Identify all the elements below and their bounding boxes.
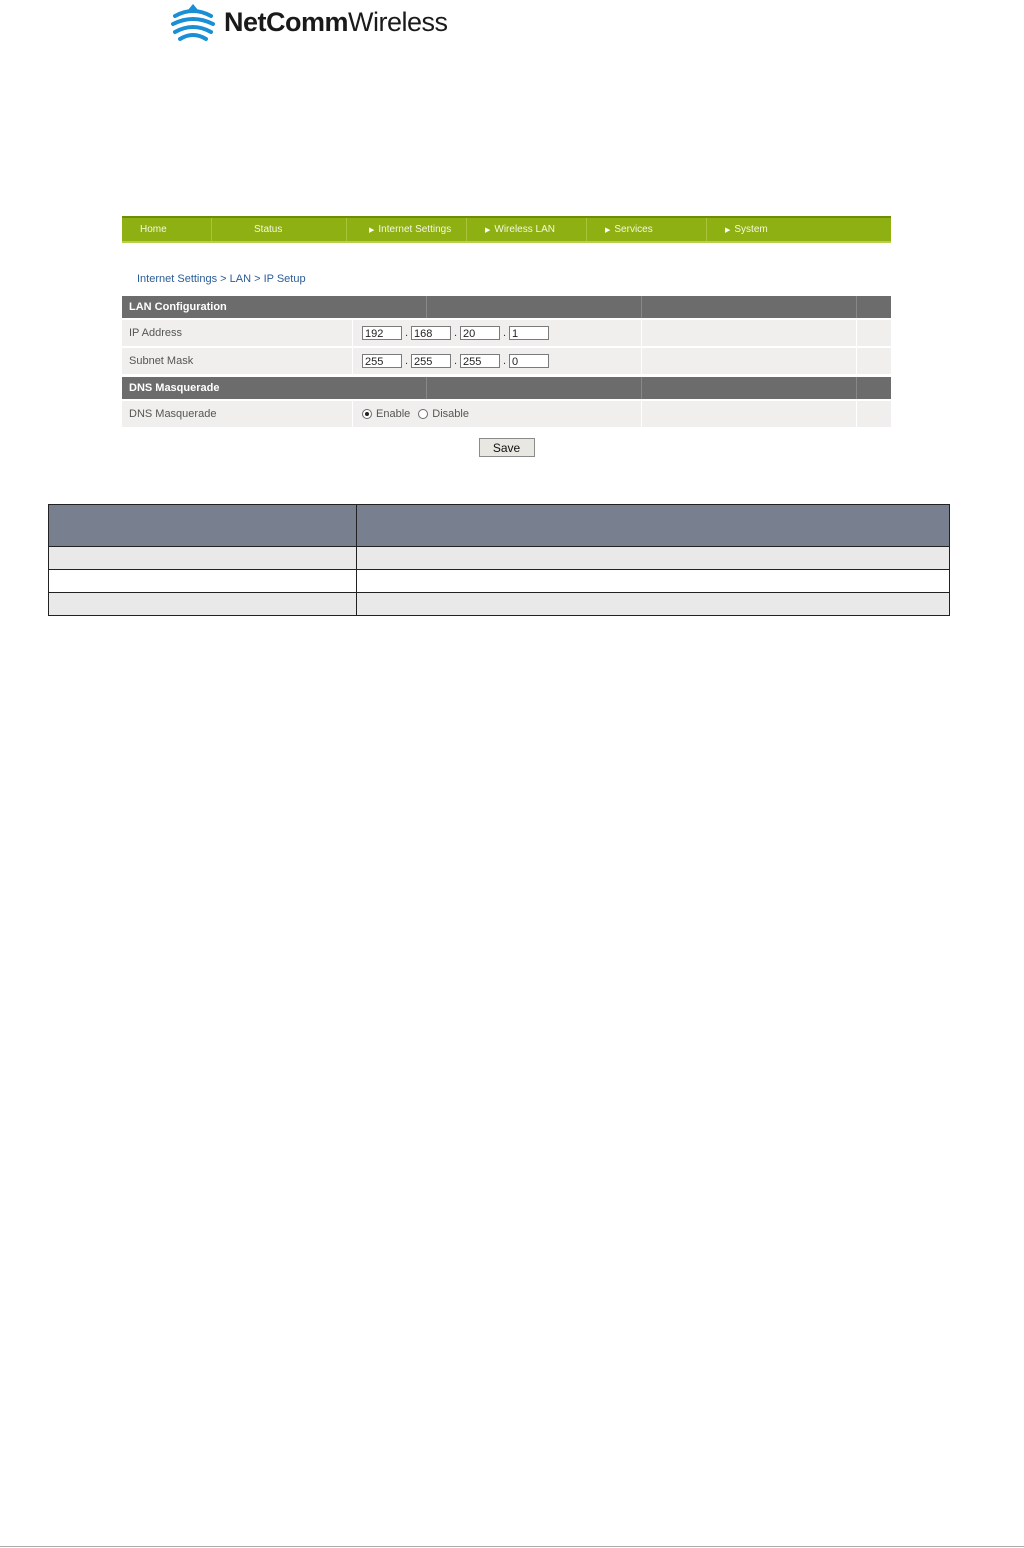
field-description-table <box>48 504 950 616</box>
subnet-mask-row <box>122 348 891 374</box>
wireless-signal-icon <box>170 2 216 42</box>
nav-home[interactable]: Home <box>122 218 212 241</box>
footer-divider <box>0 1546 1024 1547</box>
nav-services[interactable]: ▶ Services <box>587 218 707 241</box>
subnet-mask-label: Subnet Mask <box>122 348 353 374</box>
top-navigation-bar <box>122 216 891 243</box>
router-admin-panel <box>122 216 891 457</box>
table-header-cell <box>357 505 950 547</box>
ip-octet-1-input[interactable]: 192 <box>362 326 402 340</box>
radio-selected-icon <box>362 409 372 419</box>
table-row <box>49 593 950 616</box>
lan-configuration-header: LAN Configuration <box>122 296 891 318</box>
save-button[interactable]: Save <box>479 438 535 457</box>
nav-status[interactable]: Status <box>212 218 347 241</box>
dot-separator: . <box>404 327 409 339</box>
dns-masquerade-header: DNS Masquerade <box>122 377 891 399</box>
dot-separator: . <box>502 355 507 367</box>
dns-masquerade-label: DNS Masquerade <box>122 401 353 427</box>
radio-unselected-icon <box>418 409 428 419</box>
arrow-right-icon: ▶ <box>485 226 491 234</box>
arrow-right-icon: ▶ <box>369 226 375 234</box>
dns-masquerade-row <box>122 401 891 427</box>
mask-octet-4-input[interactable]: 0 <box>509 354 549 368</box>
ip-octet-2-input[interactable]: 168 <box>411 326 451 340</box>
ip-octet-4-input[interactable]: 1 <box>509 326 549 340</box>
table-header-row <box>49 505 950 547</box>
mask-octet-3-input[interactable]: 255 <box>460 354 500 368</box>
table-row <box>49 547 950 570</box>
arrow-right-icon: ▶ <box>605 226 611 234</box>
dot-separator: . <box>502 327 507 339</box>
ip-octet-3-input[interactable]: 20 <box>460 326 500 340</box>
mask-octet-1-input[interactable]: 255 <box>362 354 402 368</box>
brand-name: NetCommWireless <box>224 6 448 37</box>
nav-system[interactable]: ▶ System <box>725 224 768 235</box>
mask-octet-2-input[interactable]: 255 <box>411 354 451 368</box>
ip-address-row <box>122 320 891 346</box>
ip-address-label: IP Address <box>122 320 353 346</box>
nav-internet-settings[interactable]: ▶ Internet Settings <box>347 218 467 241</box>
dns-disable-radio[interactable]: Disable <box>418 408 469 420</box>
breadcrumb: Internet Settings > LAN > IP Setup <box>137 273 306 285</box>
table-row <box>49 570 950 593</box>
arrow-right-icon: ▶ <box>725 226 731 234</box>
nav-wireless-lan[interactable]: ▶ Wireless LAN <box>467 218 587 241</box>
dot-separator: . <box>453 327 458 339</box>
dot-separator: . <box>404 355 409 367</box>
dot-separator: . <box>453 355 458 367</box>
netcomm-logo <box>170 0 448 44</box>
dns-enable-radio[interactable]: Enable <box>362 408 410 420</box>
table-header-cell <box>49 505 357 547</box>
